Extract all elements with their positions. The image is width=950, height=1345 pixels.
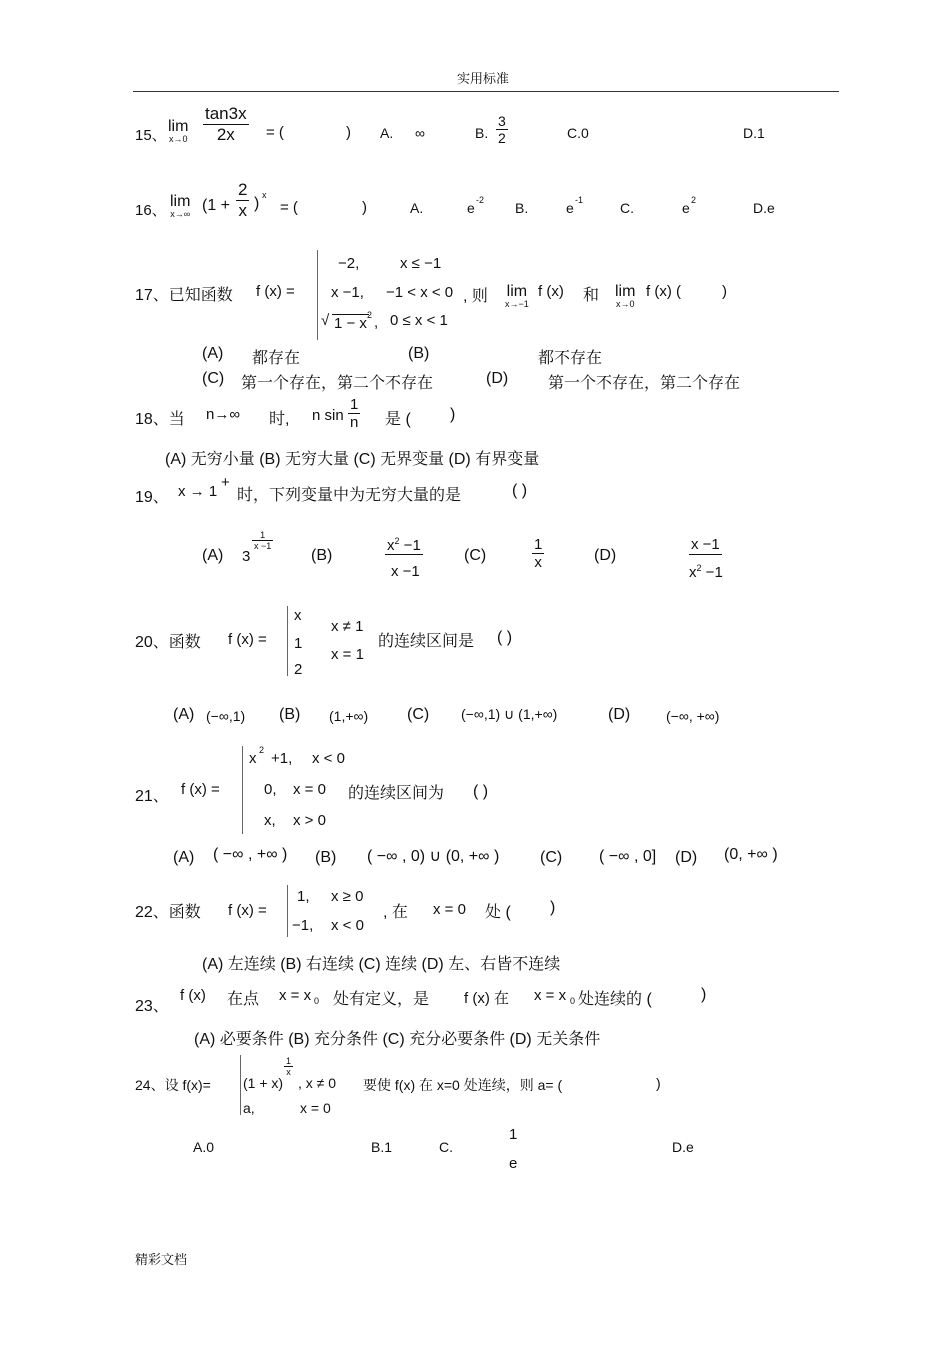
q16-number: 16、 [135, 202, 167, 219]
lim-subscript: x→0 [168, 134, 188, 144]
q17-option-b-label: (B) [408, 345, 430, 362]
q17-row2-cond: −1 < x < 0 [386, 284, 454, 301]
q16-option-b-exp: -1 [575, 195, 584, 205]
lim-subscript: x→∞ [170, 209, 191, 219]
q20-option-c-value: (−∞,1) ∪ (1,+∞) [461, 706, 558, 722]
q19-option-a-exponent [252, 530, 273, 551]
q19-condition: x → 1 [178, 483, 218, 500]
q16-option-d: D.e [753, 200, 775, 216]
q20-row1-cond: x ≠ 1 [331, 618, 364, 635]
q15-option-a-value: ∞ [415, 125, 425, 141]
q18-expression: n sin [312, 407, 344, 424]
q18-condition: n→∞ [206, 406, 241, 423]
q16-equals: = ( [280, 199, 298, 216]
q16-exponent: x [262, 190, 267, 200]
q20-option-a-value: (−∞,1) [206, 708, 246, 724]
q23-f: f (x) [180, 987, 206, 1004]
q21-row3-value: x, [264, 812, 276, 829]
q22-brace [287, 885, 288, 937]
lim-text: lim [506, 283, 528, 300]
q15-option-b-label: B. [475, 125, 489, 141]
q21-option-c-value: ( −∞ , 0] [599, 848, 657, 865]
q21-row2-cond: x = 0 [293, 781, 326, 798]
q19-option-d-numerator: x −1 [691, 536, 720, 553]
q19-option-a-label: (A) [202, 547, 224, 564]
q24-option-c-denominator: e [509, 1155, 518, 1172]
q23-text1: 在点 [227, 991, 260, 1008]
q23-number: 23、 [135, 998, 169, 1015]
q24-number: 24、设 f(x)= [135, 1077, 211, 1093]
numerator: tan3x [205, 104, 247, 123]
q18-close: ) [450, 406, 456, 423]
q20-fx: f (x) = [228, 631, 267, 648]
q15-close: ) [346, 124, 351, 141]
q22-text1: , 在 [383, 904, 408, 921]
q24-row1-base: (1 + x) [243, 1075, 284, 1091]
q23-text3: 处连续的 ( [578, 991, 652, 1008]
q23-x0a: x = x [279, 987, 312, 1004]
q24-option-c-label: C. [439, 1139, 453, 1155]
q21-row1-cond: x < 0 [312, 750, 345, 767]
q21-row2-value: 0, [264, 781, 277, 798]
q19-option-c-label: (C) [464, 547, 487, 564]
q23-close: ) [701, 986, 707, 1003]
numerator: 1 [252, 530, 273, 541]
q19-text: 时，下列变量中为无穷大量的是 [237, 487, 462, 504]
q23-x0a-sub: 0 [314, 996, 320, 1006]
q17-option-d-text: 第一个不存在，第二个存在 [548, 375, 741, 392]
q19-option-b-numerator [385, 536, 423, 555]
q16-option-b-base: e [566, 200, 574, 216]
q22-number: 22、函数 [135, 904, 201, 921]
q21-number: 21、 [135, 788, 169, 805]
q22-row2-cond: x < 0 [331, 917, 364, 934]
q20-paren: ( ) [497, 629, 513, 646]
q21-fx: f (x) = [181, 781, 220, 798]
q17-row3-value: 1 − x [334, 315, 367, 332]
q18-options: (A) 无穷小量 (B) 无穷大量 (C) 无界变量 (D) 有界变量 [165, 451, 540, 468]
lim-text: lim [168, 118, 189, 135]
q20-option-b-label: (B) [279, 706, 301, 723]
sqrt-icon: √ [321, 312, 330, 329]
q24-option-d: D.e [672, 1139, 694, 1155]
q16-left-paren: (1 + [202, 197, 231, 214]
numerator: 1 [534, 536, 543, 553]
den-rest: −1 [701, 564, 723, 581]
denominator: x [238, 201, 247, 220]
q20-row2-value: 1 [294, 635, 303, 652]
q21-option-a-value: ( −∞ , +∞ ) [213, 846, 288, 863]
q24-row2-cond: x = 0 [300, 1100, 331, 1116]
q21-row3-cond: x > 0 [293, 812, 326, 829]
q20-row3-value: 2 [294, 661, 303, 678]
q21-option-a-label: (A) [173, 849, 195, 866]
q15-fraction [203, 104, 249, 145]
q16-fraction [236, 180, 249, 221]
q24-row1-exponent [284, 1056, 293, 1077]
q16-close: ) [362, 199, 367, 216]
q17-option-d-label: (D) [486, 370, 509, 387]
q17-row1-value: −2, [338, 255, 360, 272]
denominator: x [534, 554, 542, 571]
q17-row2-value: x −1, [331, 284, 364, 301]
q23-f2: f (x) 在 [464, 990, 509, 1007]
page-footer: 精彩文档 [135, 1252, 188, 1267]
q20-number: 20、函数 [135, 634, 201, 651]
denominator: 2 [498, 130, 506, 146]
num-base: x [387, 537, 395, 554]
q21-option-b-label: (B) [315, 849, 337, 866]
q19-option-b-label: (B) [311, 547, 333, 564]
denominator: 2x [216, 125, 235, 144]
q22-point: x = 0 [433, 901, 466, 918]
q17-option-a-label: (A) [202, 345, 224, 362]
q20-option-b-value: (1,+∞) [329, 708, 369, 724]
q24-option-c-numerator: 1 [509, 1126, 518, 1143]
q20-option-d-label: (D) [608, 706, 631, 723]
q15-equals: = ( [266, 124, 284, 141]
q23-options: (A) 必要条件 (B) 充分条件 (C) 充分必要条件 (D) 无关条件 [194, 1031, 601, 1048]
q20-brace [287, 606, 288, 676]
den-exp: 2 [696, 563, 702, 573]
numerator: 2 [238, 180, 248, 199]
q17-row3-comma: , [374, 314, 379, 331]
lim-subscript: x→0 [615, 299, 635, 309]
lim-text: lim [615, 283, 636, 300]
q20-option-d-value: (−∞, +∞) [666, 708, 720, 724]
q15-option-c: C.0 [567, 125, 589, 141]
lim-text: lim [170, 193, 191, 210]
den-base: x [689, 564, 697, 581]
numerator: 1 [286, 1056, 292, 1066]
q18-number: 18、当 [135, 411, 185, 428]
q19-option-d-denominator [689, 563, 723, 581]
q21-paren: ( ) [473, 783, 489, 800]
q15-option-b-fraction [496, 113, 508, 146]
q22-close: ) [550, 899, 556, 916]
q22-fx: f (x) = [228, 902, 267, 919]
q16-option-c-exp: 2 [691, 195, 697, 205]
q19-number: 19、 [135, 489, 169, 506]
q17-limit-2 [615, 283, 635, 309]
q17-option-c-text: 第一个存在，第二个不存在 [241, 375, 434, 392]
q21-option-d-value: (0, +∞ ) [724, 846, 778, 863]
q24-row2-value: a, [243, 1100, 255, 1116]
page-header: 实用标准 [457, 71, 510, 86]
num-rest: −1 [399, 537, 421, 554]
q21-row1-base: x [249, 750, 257, 767]
q17-and: 和 [583, 287, 600, 304]
q18-is: 是 ( [385, 411, 411, 428]
q21-row1-exp: 2 [259, 745, 265, 755]
q17-option-b-text: 都不存在 [538, 350, 603, 367]
q17-option-a-text: 都存在 [252, 350, 301, 367]
q19-option-d-label: (D) [594, 547, 617, 564]
q17-row1-cond: x ≤ −1 [400, 255, 442, 272]
q20-row1-value: x [294, 607, 302, 624]
q16-option-a-base: e [467, 200, 475, 216]
q20-text: 的连续区间是 [378, 633, 475, 650]
q18-when: 时, [269, 411, 290, 428]
q22-row1-cond: x ≥ 0 [331, 888, 364, 905]
q20-option-a-label: (A) [173, 706, 195, 723]
q15-option-a-label: A. [380, 125, 394, 141]
denominator: n [350, 414, 359, 431]
q16-option-a-label: A. [410, 200, 424, 216]
q19-paren: ( ) [512, 482, 528, 499]
q24-text: 要使 f(x) 在 x=0 处连续，则 a= ( [363, 1077, 563, 1093]
q21-brace [242, 746, 243, 834]
q17-close: ) [722, 283, 727, 300]
q15-option-d: D.1 [743, 125, 765, 141]
q24-option-b: B.1 [371, 1139, 393, 1155]
lim-subscript: x→−1 [505, 299, 529, 309]
q17-row3-cond: 0 ≤ x < 1 [390, 312, 448, 329]
q23-text2: 处有定义，是 [333, 991, 430, 1008]
q21-option-b-value: ( −∞ , 0) ∪ (0, +∞ ) [367, 848, 500, 865]
q16-limit [170, 193, 190, 219]
denominator: x −1 [254, 541, 272, 551]
q16-option-b-label: B. [515, 200, 529, 216]
numerator: 1 [350, 396, 359, 413]
q21-row1-rest: +1, [271, 750, 293, 767]
q17-then: , 则 [463, 288, 488, 305]
q21-text: 的连续区间为 [348, 785, 445, 802]
q21-option-d-label: (D) [675, 849, 698, 866]
q15-limit [168, 118, 188, 144]
q18-fraction [348, 396, 360, 431]
q17-row3-exp: 2 [367, 310, 373, 320]
q17-f2: f (x) ( [646, 283, 681, 300]
q16-option-c-label: C. [620, 200, 634, 216]
q22-row1-value: 1, [297, 888, 310, 905]
q24-close: ) [656, 1075, 661, 1091]
denominator: x [286, 1067, 291, 1077]
q16-right-paren: ) [254, 195, 260, 212]
q23-x0b-sub: 0 [570, 996, 576, 1006]
q22-row2-value: −1, [292, 917, 314, 934]
q17-brace [317, 250, 318, 340]
num-exp: 2 [394, 536, 400, 546]
q24-option-a: A.0 [193, 1139, 215, 1155]
q24-brace [240, 1055, 241, 1115]
q16-option-c-base: e [682, 200, 690, 216]
q17-fx: f (x) = [256, 283, 295, 300]
q19-option-c-fraction [532, 536, 544, 571]
numerator: 3 [498, 113, 506, 129]
q17-limit-1 [505, 283, 529, 309]
q15-number: 15、 [135, 127, 167, 144]
q22-options: (A) 左连续 (B) 右连续 (C) 连续 (D) 左、右皆不连续 [202, 956, 561, 973]
q17-option-c-label: (C) [202, 370, 225, 387]
header-rule [133, 91, 839, 92]
q16-option-a-exp: -2 [476, 195, 485, 205]
q24-row1-cond: , x ≠ 0 [298, 1075, 337, 1091]
q19-sup: + [221, 474, 230, 491]
q19-option-a-base: 3 [242, 548, 251, 565]
q22-text2: 处 ( [485, 904, 511, 921]
q19-option-b-denominator: x −1 [391, 563, 420, 580]
q17-number: 17、已知函数 [135, 287, 233, 304]
q23-x0b: x = x [534, 987, 567, 1004]
q21-option-c-label: (C) [540, 849, 563, 866]
q20-option-c-label: (C) [407, 706, 430, 723]
q17-f1: f (x) [538, 283, 564, 300]
q20-row2-cond: x = 1 [331, 646, 364, 663]
